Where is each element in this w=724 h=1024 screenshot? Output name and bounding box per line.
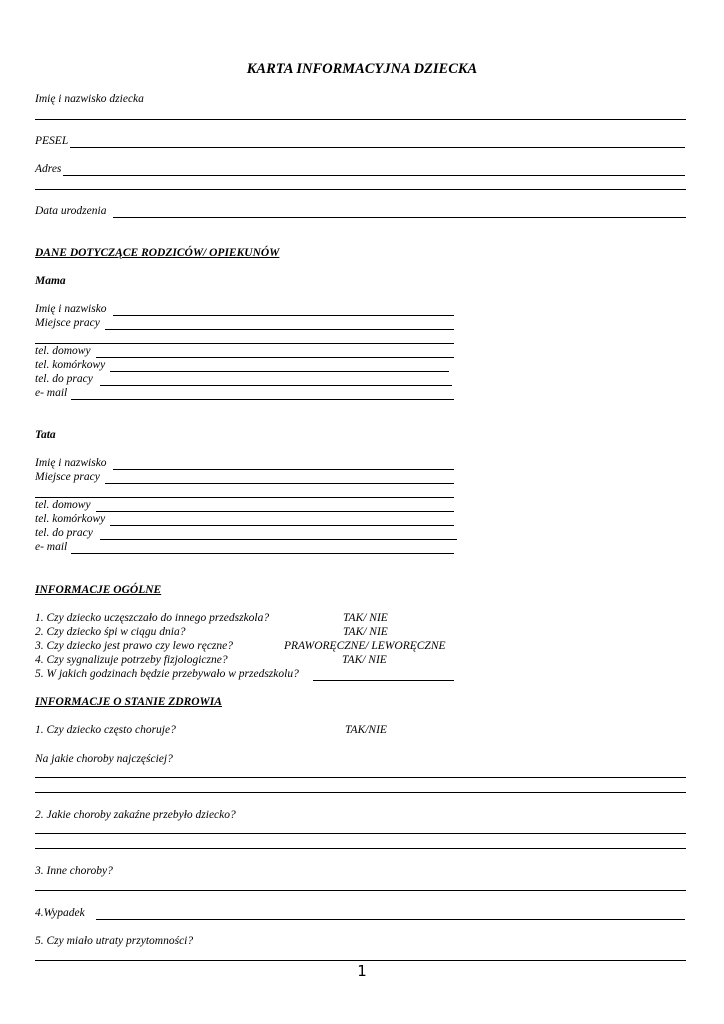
father-email-line[interactable]: [71, 553, 454, 554]
father-work-phone-line[interactable]: [100, 539, 457, 540]
mother-email-line[interactable]: [71, 399, 454, 400]
mother-work-label: Miejsce pracy: [35, 317, 100, 329]
health-q3-line[interactable]: [35, 890, 686, 891]
health-q4-line[interactable]: [96, 919, 685, 920]
father-name-label: Imię i nazwisko: [35, 457, 107, 469]
general-q2: 2. Czy dziecko śpi w ciągu dnia?: [35, 626, 186, 638]
father-work-line-2[interactable]: [35, 497, 454, 498]
health-q2: 2. Jakie choroby zakaźne przebyło dziecko?: [35, 809, 236, 821]
mother-work-phone-label: tel. do pracy: [35, 373, 93, 385]
health-q2-line-2[interactable]: [35, 848, 686, 849]
health-a1[interactable]: TAK/NIE: [345, 724, 387, 736]
address-label: Adres: [35, 163, 62, 175]
parents-heading: DANE DOTYCZĄCE RODZICÓW/ OPIEKUNÓW: [35, 247, 280, 259]
health-q1b-line-2[interactable]: [35, 792, 686, 793]
mother-email-label: e- mail: [35, 387, 68, 399]
pesel-line[interactable]: [70, 147, 685, 148]
father-work-phone-label: tel. do pracy: [35, 527, 93, 539]
health-q2-line-1[interactable]: [35, 833, 686, 834]
general-q3: 3. Czy dziecko jest prawo czy lewo ręczne?: [35, 640, 234, 652]
father-home-phone-label: tel. domowy: [35, 499, 91, 511]
dob-line[interactable]: [113, 217, 686, 218]
father-mobile-label: tel. komórkowy: [35, 513, 106, 525]
father-work-line[interactable]: [105, 483, 454, 484]
mother-name-label: Imię i nazwisko: [35, 303, 107, 315]
general-a2[interactable]: TAK/ NIE: [343, 626, 388, 638]
mother-work-line-2[interactable]: [35, 343, 454, 344]
general-q5: 5. W jakich godzinach będzie przebywało w przedszkolu?: [35, 668, 299, 680]
health-q4: 4.Wypadek: [35, 907, 85, 919]
mother-heading: Mama: [35, 275, 66, 287]
general-a1[interactable]: TAK/ NIE: [343, 612, 388, 624]
mother-home-phone-line[interactable]: [96, 357, 454, 358]
father-mobile-line[interactable]: [110, 525, 454, 526]
father-email-label: e- mail: [35, 541, 68, 553]
pesel-label: PESEL: [35, 135, 69, 147]
general-q4: 4. Czy sygnalizuje potrzeby fizjologiczne?: [35, 654, 228, 666]
health-q5-line[interactable]: [35, 960, 686, 961]
father-heading: Tata: [35, 429, 56, 441]
mother-name-line[interactable]: [113, 315, 454, 316]
health-q5: 5. Czy miało utraty przytomności?: [35, 935, 194, 947]
address-line-1[interactable]: [63, 175, 685, 176]
health-heading: INFORMACJE O STANIE ZDROWIA: [35, 696, 222, 708]
health-q3: 3. Inne choroby?: [35, 865, 113, 877]
mother-work-line[interactable]: [105, 329, 454, 330]
father-work-label: Miejsce pracy: [35, 471, 100, 483]
general-q5-line[interactable]: [313, 680, 454, 681]
general-q1: 1. Czy dziecko uczęszczało do innego przedszkola?: [35, 612, 270, 624]
general-heading: INFORMACJE OGÓLNE: [35, 584, 162, 596]
address-line-2[interactable]: [35, 189, 686, 190]
child-name-line[interactable]: [35, 119, 686, 120]
health-q1b-line-1[interactable]: [35, 777, 686, 778]
page-number: 1: [357, 962, 367, 980]
general-a4[interactable]: TAK/ NIE: [342, 654, 387, 666]
mother-work-phone-line[interactable]: [100, 385, 452, 386]
mother-mobile-label: tel. komórkowy: [35, 359, 106, 371]
document-title: KARTA INFORMACYJNA DZIECKA: [246, 61, 478, 77]
health-q1: 1. Czy dziecko często choruje?: [35, 724, 176, 736]
father-home-phone-line[interactable]: [96, 511, 454, 512]
mother-mobile-line[interactable]: [110, 371, 449, 372]
child-name-label: Imię i nazwisko dziecka: [35, 93, 144, 105]
health-q1b: Na jakie choroby najczęściej?: [35, 753, 173, 765]
father-name-line[interactable]: [113, 469, 454, 470]
dob-label: Data urodzenia: [35, 205, 107, 217]
general-a3[interactable]: PRAWORĘCZNE/ LEWORĘCZNE: [284, 640, 446, 652]
mother-home-phone-label: tel. domowy: [35, 345, 91, 357]
